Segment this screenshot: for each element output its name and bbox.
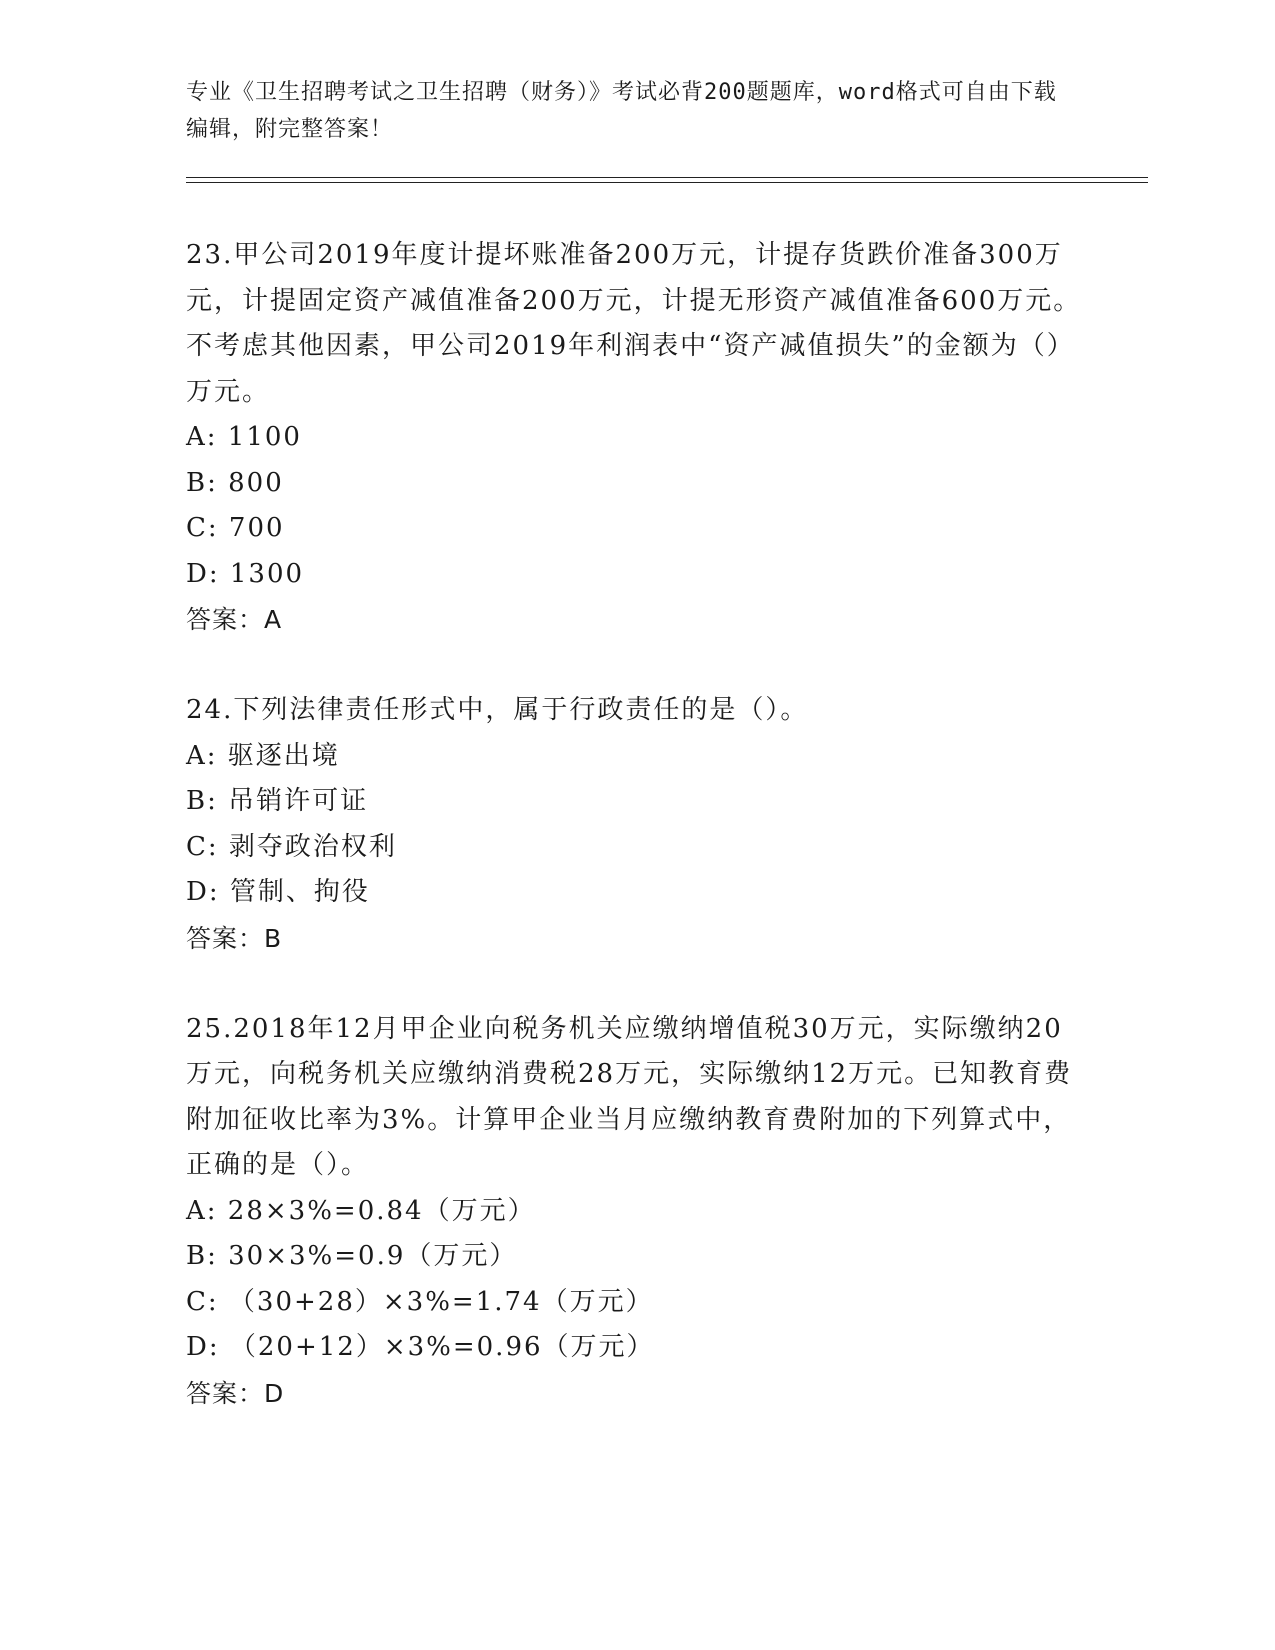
option-d: D: （20+12）×3%=0.96（万元） — [186, 1332, 655, 1362]
header-divider-line — [186, 177, 1148, 178]
option-b: B: 800 — [186, 467, 284, 498]
option-a: A: 28×3%=0.84（万元） — [186, 1195, 536, 1226]
option-b: B: 30×3%=0.9（万元） — [186, 1241, 518, 1271]
option-c: C: 剥夺政治权利 — [186, 831, 397, 862]
document-header: 专业《卫生招聘考试之卫生招聘（财务）》考试必背200题题库，word格式可自由下载编辑，附完整答案！ — [186, 80, 1057, 142]
header-divider-line — [186, 182, 1148, 183]
question-23 — [186, 233, 1086, 643]
question-24 — [186, 688, 1086, 961]
option-a: A: 驱逐出境 — [186, 740, 340, 771]
option-c: C: （30+28）×3%=1.74（万元） — [186, 1286, 654, 1317]
option-a: A: 1100 — [186, 422, 302, 452]
question-list — [186, 233, 1086, 1462]
answer-label: 答案：D — [186, 1378, 285, 1408]
question-25 — [186, 1007, 1086, 1417]
option-d: D: 1300 — [186, 558, 305, 589]
option-d: D: 管制、拘役 — [186, 877, 370, 907]
question-stem: 24.下列法律责任形式中，属于行政责任的是（）。 — [186, 695, 809, 725]
question-stem: 25.2018年12月甲企业向税务机关应缴纳增值税30万元，实际缴纳20万元，向税务机关应缴纳消费税28万元，实际缴纳12万元。已知教育费附加征收比率为3%。计算甲企业当月应缴纳教育费附加的下列算式中，正确的是（）。 — [186, 1013, 1073, 1180]
answer-label: 答案：B — [186, 923, 283, 953]
question-stem: 23.甲公司2019年度计提坏账准备200万元，计提存货跌价准备300万元，计提固定资产减值准备200万元，计提无形资产减值准备600万元。不考虑其他因素，甲公司2019年利润表中“资产减值损失”的金额为（）万元。 — [186, 240, 1082, 407]
option-b: B: 吊销许可证 — [186, 786, 369, 816]
answer-label: 答案：A — [186, 605, 283, 634]
option-c: C: 700 — [186, 513, 285, 543]
